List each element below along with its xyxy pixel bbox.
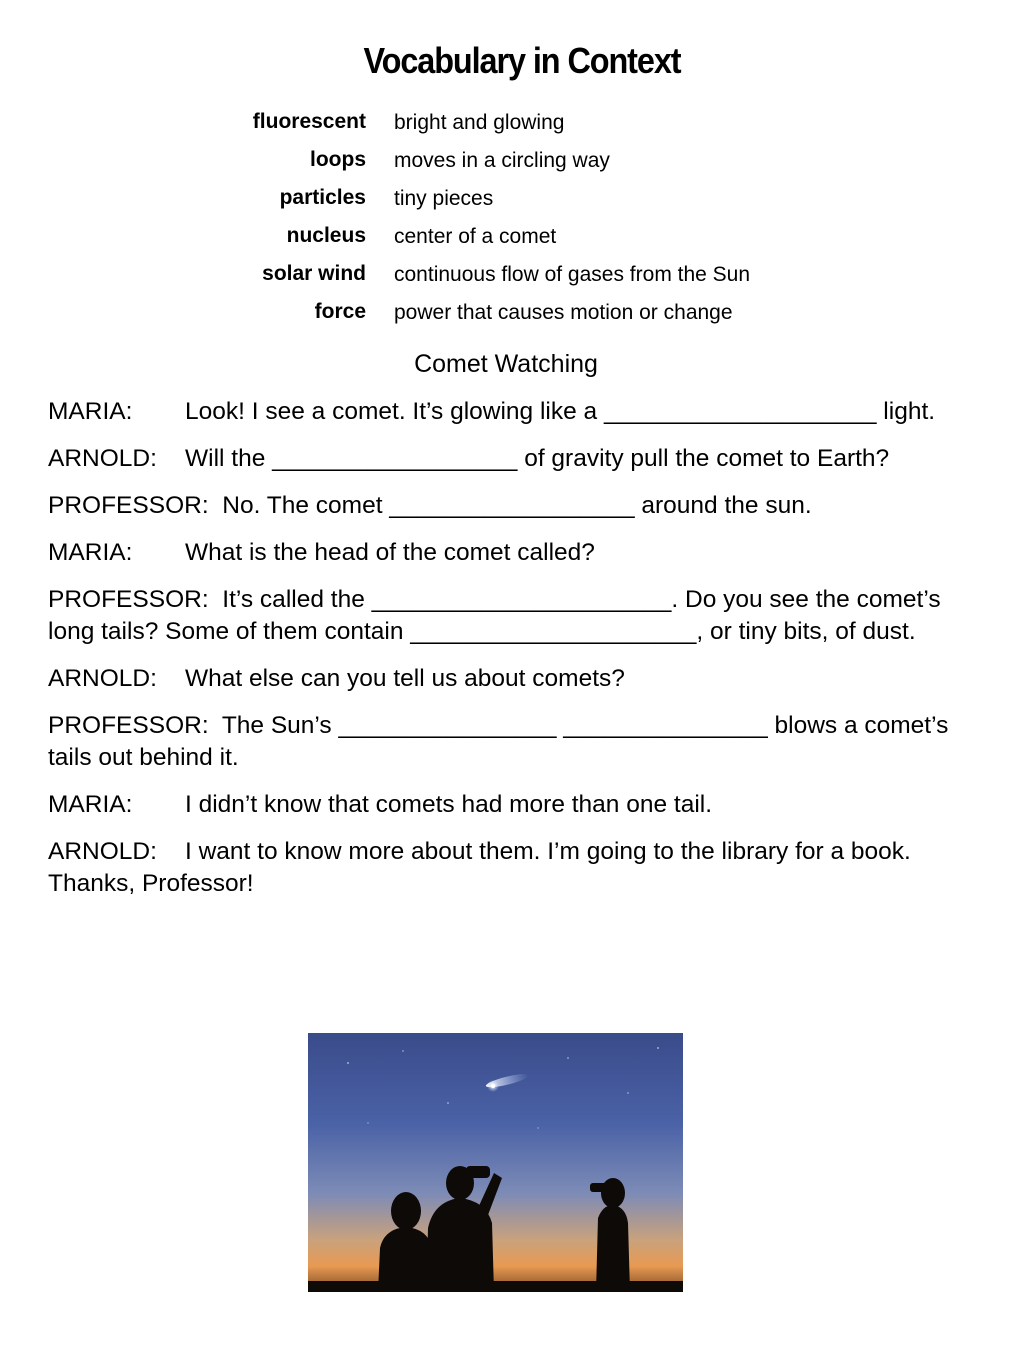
vocab-term: solar wind	[262, 262, 366, 285]
dialogue-text: The Sun’s ________________ _______________ blows a comet’s tails out behind it.	[48, 712, 949, 771]
vocab-row	[0, 186, 1024, 224]
dialogue-text: What is the head of the comet called?	[185, 539, 595, 566]
speaker-label: MARIA:	[48, 398, 133, 425]
dialogue-text: I want to know more about them. I’m going to the library for a book. Thanks, Professor!	[48, 838, 911, 897]
vocab-row	[0, 300, 1024, 338]
vocab-term: nucleus	[286, 224, 366, 247]
vocabulary-list	[0, 110, 1024, 338]
vocab-term: fluorescent	[252, 110, 366, 133]
section-subtitle: Comet Watching	[414, 350, 598, 378]
vocab-row	[0, 224, 1024, 262]
stars-icon	[347, 1047, 659, 1129]
vocab-term: force	[314, 300, 366, 323]
people-silhouettes-icon	[308, 1166, 683, 1292]
dialogue-line	[48, 836, 978, 900]
vocab-term: loops	[310, 148, 366, 171]
speaker-label: ARNOLD:	[48, 838, 157, 865]
speaker-label: ARNOLD:	[48, 665, 157, 692]
vocab-definition: center of a comet	[394, 225, 557, 248]
speaker-label: MARIA:	[48, 791, 133, 818]
speaker-label: PROFESSOR:	[48, 712, 209, 739]
vocab-definition: tiny pieces	[394, 187, 494, 210]
vocab-definition: moves in a circling way	[394, 149, 610, 172]
dialogue-line	[48, 396, 978, 428]
dialogue-text: No. The comet __________________ around the sun.	[222, 492, 812, 519]
speaker-label: ARNOLD:	[48, 445, 157, 472]
dialogue-text: Look! I see a comet. It’s glowing like a ____________________ light.	[185, 398, 936, 425]
dialogue-text: It’s called the ______________________. Do you see the comet’s long tails? Some of them contain _____________________, or tiny bits, of dust.	[48, 586, 941, 645]
dialogue-line	[48, 710, 978, 774]
dialogue-line	[48, 490, 978, 522]
vocab-row	[0, 110, 1024, 148]
vocab-definition: power that causes motion or change	[394, 301, 733, 324]
comet-watching-photo	[308, 1033, 683, 1292]
speaker-label: PROFESSOR:	[48, 586, 209, 613]
dialogue-line	[48, 443, 978, 475]
dialogue-line	[48, 789, 978, 821]
vocab-term: particles	[279, 186, 366, 209]
dialogue-line	[48, 584, 978, 648]
vocab-definition: bright and glowing	[394, 111, 565, 134]
vocab-definition: continuous flow of gases from the Sun	[394, 263, 751, 286]
speaker-label: PROFESSOR:	[48, 492, 209, 519]
night-sky-illustration	[308, 1033, 683, 1292]
comet-icon	[485, 1071, 530, 1092]
dialogue-line	[48, 663, 978, 695]
dialogue-text: Will the __________________ of gravity pull the comet to Earth?	[185, 445, 890, 472]
vocab-row	[0, 262, 1024, 300]
dialogue-text: I didn’t know that comets had more than one tail.	[185, 791, 713, 818]
dialogue-line	[48, 537, 978, 569]
page-title: Vocabulary in Context	[363, 40, 681, 81]
vocab-row	[0, 148, 1024, 186]
speaker-label: MARIA:	[48, 539, 133, 566]
dialogue	[48, 396, 978, 915]
dialogue-text: What else can you tell us about comets?	[185, 665, 625, 692]
